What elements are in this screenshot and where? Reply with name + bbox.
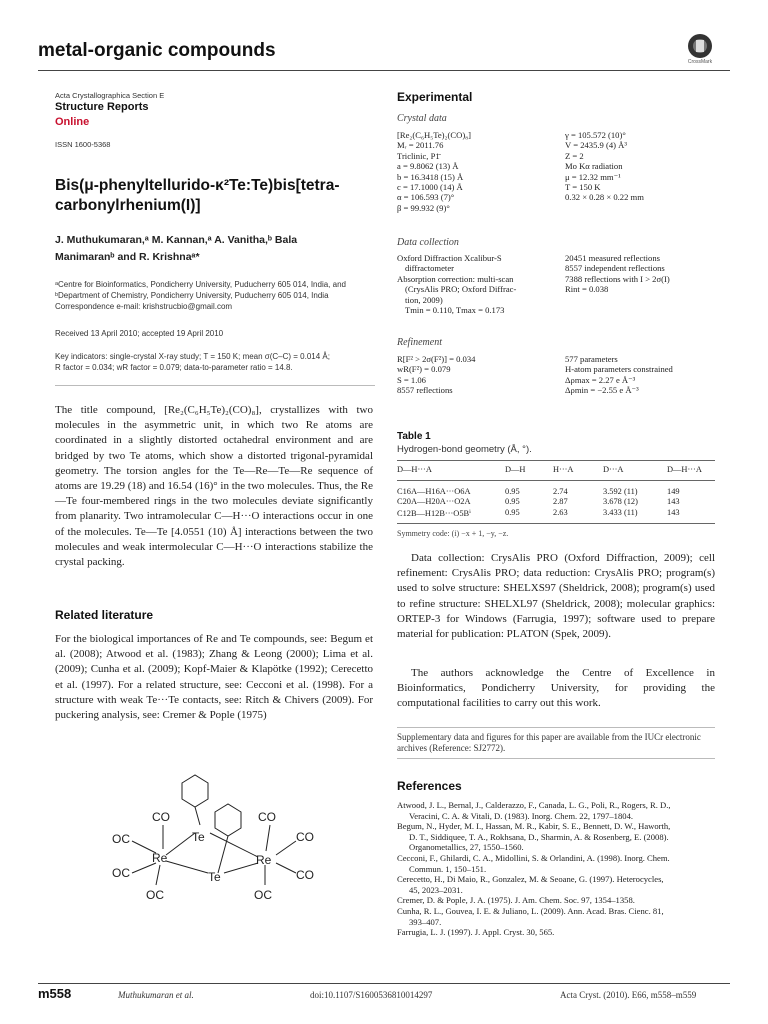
references-list [397,800,717,938]
abstract: The title compound, [Re₂(C₆H₅Te)₂(CO)₈], crystallizes with two molecules in the asymmetric unit, in which two Re atoms are coordinated in a slightly distorted octahedral environment and are bridged by two Te atoms, which show a distorted trigonal-pyramidal geometry. The torsion angles for the Te—Re—Te—Re sequence of atoms are 19.29 (18) and 16.54 (16)° in the two molecules. Thus, the Re—Te four-membered rings in the two molecules deviate significantly from planarity. Two intramolecular C—H···O interactions occur in one of the molecules. Te—Te [4.0551 (10) Å] interactions between the two molecules and weak intermolecular C—H···O interactions stabilize the crystal packing. [55,404,373,569]
crystal-data-heading: Crystal data [397,113,447,124]
crystal-mr: Mᵣ = 2011.76 [397,140,444,151]
crystal-c: c = 17.1000 (14) Å [397,182,463,193]
supplementary-note: Supplementary data and figures for this paper are available from the IUCr electronic archives (Reference: SJ2772). [397,732,701,753]
footer-rule [38,983,730,984]
table-cell: 143 [667,507,680,517]
crystal-gamma: γ = 105.572 (10)° [565,130,626,140]
table-cell: 2.74 [553,487,568,496]
authors-line-2: Manimaranᵇ and R. Krishnaᵃ* [55,251,200,263]
chemical-scheme [100,765,340,905]
related-literature-text: For the biological importances of Re and Te compounds, see: Begum et al. (2008); Atwood et al. (1983); Zhang & Leong (2000); Lima et al. (2009); Cunha et al. (2009); Kopf-Maier & Klapötke (1992); Cerecetto et al. (1997). For a related structure, see: Cecconi et al. (1998). For a structure with weak Te···Te contacts, see: Ritch & Chivers (2009). For puckering analysis, see: Cremer & Pople (1975) [55,633,373,722]
data-collection-left [397,253,516,315]
refinement-rho-max: Δρmax = 2.27 e Å⁻³ [565,374,636,385]
table-cell: 3.592 (11) [603,487,638,496]
authors [55,232,297,266]
refinement-r: R[F² > 2σ(F²)] = 0.034 [397,354,476,364]
table-cell: C12B—H12B···O5Bⁱ [397,508,471,518]
reference-item [397,874,717,895]
label-co-right-lower: CO [296,868,314,882]
crystal-radiation: Mo Kα radiation [565,161,623,172]
bond-te2-re2 [224,863,258,873]
ref-line: Farrugia, L. J. (1997). J. Appl. Cryst. 30, 565. [397,927,555,938]
collection-tmin-tmax: Tmin = 0.110, Tmax = 0.173 [405,305,505,316]
abstract-rule [55,385,375,386]
ref-line: Organometallics, 27, 1550–1560. [409,842,524,853]
ref-line: Veracini, C. A. & Vitali, D. (1983). Inorg. Chem. 22, 1797–1804. [409,810,634,821]
bond-co3-re2 [276,841,296,855]
article-title [55,176,375,216]
affiliations [55,279,375,312]
label-co-right-upper: CO [296,830,314,844]
reference-item [397,895,717,906]
crystal-size: 0.32 × 0.28 × 0.22 mm [565,192,644,203]
crystal-data-left [397,130,471,213]
ref-line: 393–407. [409,916,442,927]
table1-footnote: Symmetry code: (i) −x + 1, −y, −z. [397,529,509,538]
crossmark-badge[interactable] [686,33,714,67]
footer-doi[interactable]: doi:10.1107/S1600536810014297 [310,990,433,1000]
bond-re1-te1 [166,833,195,855]
table1-label: Table 1 [397,431,431,442]
table1-header-da: D···A [603,465,624,474]
bond-co4-re2 [276,863,296,873]
ref-line: Commun. 1, 150–151. [409,863,487,874]
crystal-system: Triclinic, P1̄ [397,150,440,161]
table-cell: 2.87 [553,497,568,507]
footer-page-number: m558 [38,986,72,1001]
reference-item [397,853,717,874]
ref-line: Cremer, D. & Pople, J. A. (1975). J. Am. Chem. Soc. 97, 1354–1358. [397,895,635,906]
table-cell: 3.678 (12) [603,497,638,507]
structure-reports: Structure Reports [55,101,149,113]
crystal-z: Z = 2 [565,150,584,161]
footer-authors: Muthukumaran et al. [118,990,194,1000]
label-te-lower: Te [208,870,221,884]
collection-independent: 8557 independent reflections [565,263,665,274]
table1-caption: Hydrogen-bond geometry (Å, °). [397,444,532,455]
header-rule [38,70,730,71]
table-cell: 3.433 (11) [603,507,638,517]
ref-line: 45, 2023–2031. [409,884,463,895]
related-literature-heading: Related literature [55,608,154,622]
journal-section-title: metal-organic compounds [38,40,276,61]
table-cell: 0.95 [505,497,520,507]
bond-te1-phenyl1 [195,807,200,825]
refinement-wr: wR(F²) = 0.079 [397,364,451,375]
table1-body [397,487,715,518]
reference-item [397,927,717,938]
key-line-2: R factor = 0.034; wR factor = 0.079; data-to-parameter ratio = 14.8. [55,363,293,372]
table-row [397,497,715,507]
crystal-formula: [Re₂(C₆H₅Te)₂(CO)₈] [397,130,472,140]
crystal-a: a = 9.8062 (13) Å [397,161,459,172]
refinement-parameters: 577 parameters [565,354,618,364]
refinement-right [565,354,673,396]
data-collection-right [565,253,670,295]
table-cell: 149 [667,487,680,496]
refinement-h-atoms: H-atom parameters constrained [565,364,673,375]
crystal-data-right [565,130,644,203]
bond-co2-re2 [266,825,270,851]
refinement-heading: Refinement [397,337,442,348]
supplementary-rule-bottom [397,758,715,759]
refinement-reflections: 8557 reflections [397,385,453,396]
label-co-top-right: CO [258,810,276,824]
reference-item [397,906,717,927]
bond-oc3-re1 [156,865,160,885]
table-row [397,487,715,497]
online-label: Online [55,116,90,128]
crystal-temperature: T = 150 K [565,182,601,193]
label-re-right: Re [256,853,272,867]
table1-header-dha: D—H···A [397,465,432,474]
acknowledgement: The authors acknowledge the Centre of Excellence in Bioinformatics, Pondicherry University, for providing the computational facilities to carry out this work. [397,667,715,710]
ref-line: Atwood, J. L., Bernal, J., Calderazzo, F., Canada, L. G., Poli, R., Rogers, R. D., [397,800,671,810]
ref-line: Cunha, R. L., Gouvea, I. E. & Juliano, L. (2009). Ann. Acad. Bras. Cienc. 81, [397,905,664,916]
supplementary-rule [397,727,715,728]
title-line-1: Bis(μ-phenyltellurido-κ²Te:Te)bis[tetra- [55,177,340,194]
data-collection-heading: Data collection [397,237,459,248]
refinement-left [397,354,475,396]
label-re-left: Re [152,851,168,865]
affiliation-a: ᵃCentre for Bioinformatics, Pondicherry University, Puducherry 605 014, India, and [55,280,346,289]
crystal-alpha: α = 106.593 (7)° [397,192,455,203]
references-heading: References [397,779,462,793]
table-cell: 0.95 [505,507,520,517]
table-row [397,508,715,518]
collection-diffractometer: Oxford Diffraction Xcalibur-S [397,253,502,263]
footer-citation: Acta Cryst. (2010). E66, m558–m559 [560,990,697,1000]
table1-top-rule [397,460,715,461]
table-cell: 2.63 [553,507,568,517]
label-co-top-left: CO [152,810,170,824]
crystal-beta: β = 99.932 (9)° [397,202,450,213]
label-te-upper: Te [192,830,205,844]
bond-te1-re2 [210,833,258,857]
ref-line: Cecconi, F., Ghilardi, C. A., Midollini, S. & Orlandini, A. (1998). Inorg. Chem. [397,852,670,863]
label-oc-bottom-right: OC [254,888,272,902]
phenyl-ring-2 [215,804,241,836]
table-cell: 0.95 [505,487,520,496]
received-dates: Received 13 April 2010; accepted 19 April 2010 [55,329,224,338]
affiliation-b: ᵇDepartment of Chemistry, Pondicherry University, Puducherry 605 014, India [55,291,329,300]
table-cell: C16A—H16A···O6A [397,487,471,496]
experimental-heading: Experimental [397,90,473,104]
refinement-s: S = 1.06 [397,374,426,385]
collection-rint: Rint = 0.038 [565,284,609,295]
table1-header-rule [397,480,715,481]
collection-absorption-cont2: tion, 2009) [405,294,443,305]
table1-header-angle: D—H···A [667,465,702,474]
journal-name: Acta Crystallographica Section E [55,91,165,100]
data-collection-paragraph: Data collection: CrysAlis PRO (Oxford Diffraction, 2009); cell refinement: CrysAlis PRO; data reduction: CrysAlis PRO; program(s) used to solve structure: SHELXS97 (Sheldrick, 2008); program(s) used to refine structure: SHELXL97 (Sheldrick, 2008); molecular graphics: ORTEP-3 for Windows (Farrugia, 1997); software used to prepare material for publication: PLATON (Spek, 2009). [397,552,715,641]
table1-bottom-rule [397,523,715,524]
crystal-volume: V = 2435.9 (4) Å³ [565,140,627,151]
authors-line-1: J. Muthukumaran,ᵃ M. Kannan,ᵃ A. Vanitha,ᵇ Bala [55,234,298,246]
ref-line: D. T., Siddiquee, T. A., Rokhsana, D., Sharmin, A. & Rosenberg, E. (2008). [409,831,669,842]
correspondence: Correspondence e-mail: krishstrucbio@gmail.com [55,302,233,311]
refinement-rho-min: Δρmin = −2.55 e Å⁻³ [565,385,639,396]
key-line-1: Key indicators: single-crystal X-ray study; T = 150 K; mean σ(C–C) = 0.014 Å; [55,352,330,361]
crystal-b: b = 16.3418 (15) Å [397,171,464,182]
key-indicators [55,351,375,373]
label-oc-bottom-left: OC [146,888,164,902]
table1-header-row [397,465,715,475]
collection-absorption: Absorption correction: multi-scan [397,273,514,284]
phenyl-ring-1 [182,775,208,807]
collection-absorption-cont1: (CrysAlis PRO; Oxford Diffrac- [405,284,517,295]
collection-measured: 20451 measured reflections [565,253,660,263]
bond-re1-te2 [166,861,208,873]
table1-header-ha: H···A [553,465,574,474]
reference-item [397,821,717,853]
crystal-mu: μ = 12.32 mm⁻¹ [565,171,621,182]
title-line-2: carbonylrhenium(I)] [55,197,201,214]
ref-line: Cerecetto, H., Di Maio, R., Gonzalez, M. & Seoane, G. (1997). Heterocycles, [397,874,664,885]
collection-diffractometer-cont: diffractometer [405,263,454,274]
table1 [397,465,715,475]
reference-item [397,800,717,821]
crossmark-label: CrossMark [687,59,713,65]
label-oc-left-lower: OC [112,866,130,880]
collection-observed: 7388 reflections with I > 2σ(I) [565,273,670,284]
table1-header-dh: D—H [505,465,526,474]
label-oc-left-upper: OC [112,832,130,846]
issn: ISSN 1600-5368 [55,140,111,149]
ref-line: Begum, N., Hyder, M. I., Hassan, M. R., Kabir, S. E., Bennett, D. W., Haworth, [397,821,671,832]
table-cell: C20A—H20A···O2A [397,497,471,507]
table-cell: 143 [667,497,680,507]
